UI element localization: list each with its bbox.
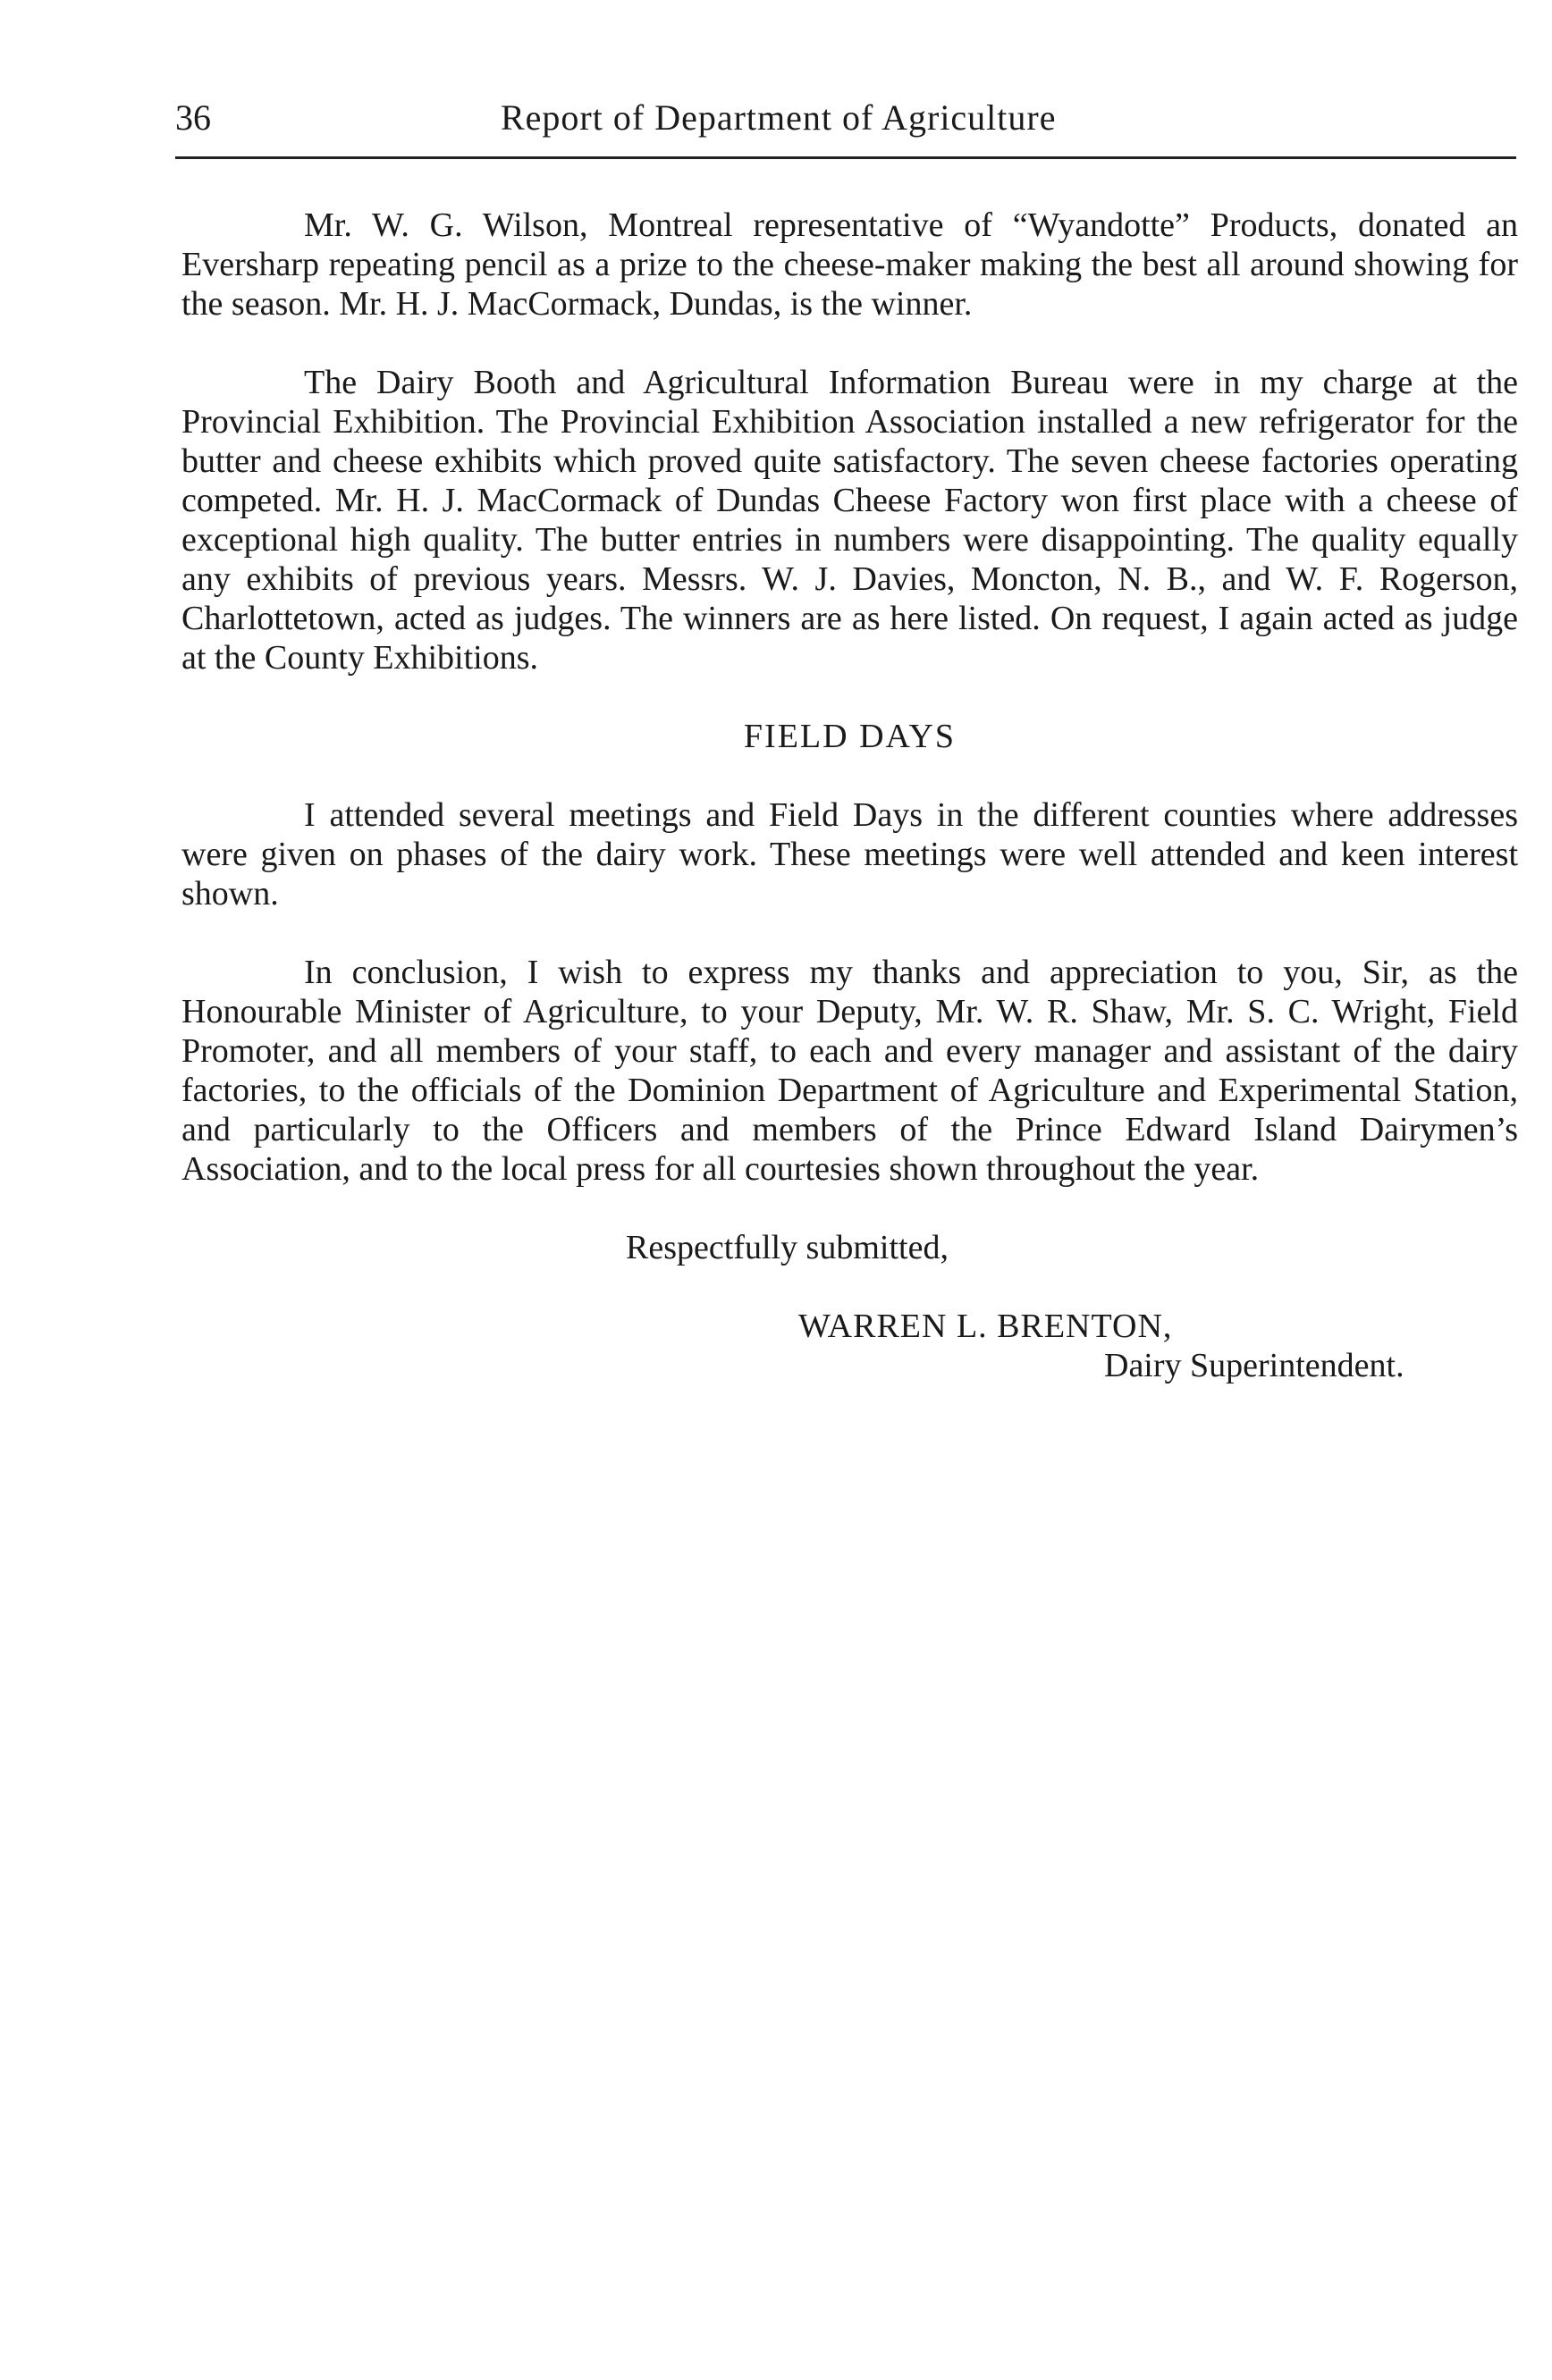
paragraph-conclusion: In conclusion, I wish to express my thanks and appreciation to you, Sir, as the Honourable Minister of Agriculture, to your Deputy, Mr. W. R. Shaw, Mr. S. C. Wright, Field Promoter, and all members of your staff, to each and every manager and assistant of the dairy factories, to the officials of the Dominion Department of Agriculture and Experimental Station, and particularly to the Officers and members of the Prince Edward Island Dairymen’s Association, and to the local press for all courtesies shown throughout the year. [181, 954, 1518, 1188]
paragraph-wyandotte-prize: Mr. W. G. Wilson, Montreal representative of “Wyandotte” Products, donated an Eversharp repeating pencil as a prize to the cheese-maker making the best all around showing for the season. Mr. H. J. MacCormack, Dundas, is the winner. [181, 206, 1518, 323]
paragraph-dairy-booth: The Dairy Booth and Agricultural Information Bureau were in my charge at the Provincial Exhibition. The Provincial Exhibition Association installed a new refrigerator for the butter and cheese exhibits which proved quite satisfactory. The seven cheese factories operating competed. Mr. H. J. MacCormack of Dundas Cheese Factory won first place with a cheese of exceptional high quality. The butter entries in numbers were disappointing. The quality equally any exhibits of previous years. Messrs. W. J. Davies, Moncton, N. B., and W. F. Rogerson, Charlottetown, acted as judges. The winners are as here listed. On request, I again acted as judge at the County Exhibitions. [181, 364, 1518, 677]
paragraph-field-days: I attended several meetings and Field Days in the different counties where addresses were given on phases of the dairy work. These meetings were well attended and keen interest shown. [181, 796, 1518, 912]
signatory-title: Dairy Superintendent. [1104, 1347, 1404, 1384]
signatory-name: WARREN L. BRENTON, [798, 1308, 1173, 1345]
header-rule [175, 156, 1516, 159]
page-number: 36 [175, 97, 211, 138]
running-title: Report of Department of Agriculture [501, 97, 1057, 138]
valediction: Respectfully submitted, [626, 1229, 949, 1266]
section-heading-field-days: FIELD DAYS [743, 718, 957, 755]
body-text [181, 206, 1518, 1385]
